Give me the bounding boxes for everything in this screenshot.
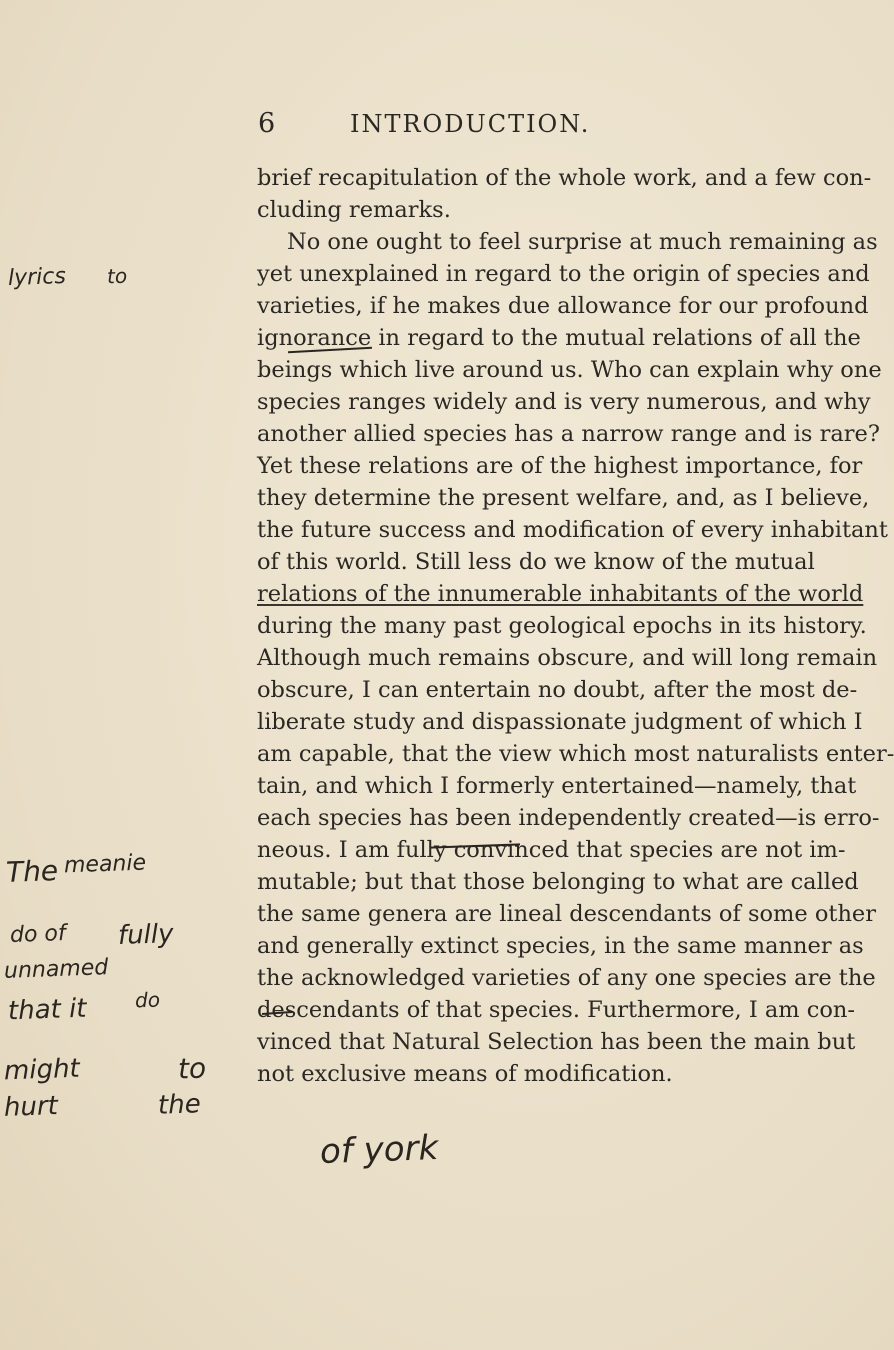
text-line: mutable; but that those belonging to what are called bbox=[257, 869, 859, 895]
text-line: species ranges widely and is very numerous, and why bbox=[257, 389, 871, 415]
text-line: beings which live around us. Who can explain why one bbox=[257, 357, 882, 383]
text-line: the future success and modification of every inhabitant bbox=[257, 517, 888, 543]
margin-annotation: fully bbox=[117, 919, 174, 951]
text-line: the same genera are lineal descendants of some other bbox=[257, 901, 877, 927]
text-line: tain, and which I formerly entertained—namely, that bbox=[257, 773, 857, 799]
text-line: varieties, if he makes due allowance for our profound bbox=[257, 293, 869, 319]
text-line: yet unexplained in regard to the origin of species and bbox=[257, 261, 870, 287]
margin-annotation: might bbox=[3, 1053, 81, 1087]
text-line: not exclusive means of modification. bbox=[257, 1061, 673, 1087]
margin-annotation: the bbox=[157, 1089, 202, 1121]
margin-annotation: meanie bbox=[63, 850, 147, 879]
margin-annotation: do of bbox=[9, 921, 67, 948]
margin-annotation: to bbox=[177, 1051, 207, 1086]
margin-annotation: to bbox=[106, 263, 128, 289]
text-line: another allied species has a narrow range and is rare? bbox=[257, 421, 880, 447]
margin-annotation: that it bbox=[7, 993, 87, 1027]
text-line: cluding remarks. bbox=[257, 197, 451, 223]
text-line: of this world. Still less do we know of the mutual bbox=[257, 549, 815, 575]
text-line: relations of the innumerable inhabitants of the world bbox=[257, 581, 864, 607]
text-line: they determine the present welfare, and, as I believe, bbox=[257, 485, 870, 511]
text-line: neous. I am fully convinced that species are not im- bbox=[257, 837, 846, 863]
text-line: the acknowledged varieties of any one species are the bbox=[257, 965, 876, 991]
body-text bbox=[257, 162, 894, 1090]
margin-annotation: of york bbox=[319, 1127, 439, 1173]
margin-annotation: lyrics bbox=[7, 263, 67, 292]
text-line: and generally extinct species, in the same manner as bbox=[257, 933, 864, 959]
text-line: each species has been independently created—is erro- bbox=[257, 805, 880, 831]
page-number: 6 bbox=[258, 108, 277, 139]
margin-annotation: hurt bbox=[3, 1091, 59, 1123]
margin-annotation: do bbox=[134, 987, 161, 1013]
text-line: am capable, that the view which most naturalists enter- bbox=[257, 741, 894, 767]
margin-annotation: unnamed bbox=[3, 955, 109, 984]
text-line: vinced that Natural Selection has been the main but bbox=[257, 1029, 856, 1055]
margin-annotation: The bbox=[5, 854, 59, 889]
text-line: during the many past geological epochs in its history. bbox=[257, 613, 867, 639]
text-line: liberate study and dispassionate judgment of which I bbox=[257, 709, 863, 735]
text-line: ignorance in regard to the mutual relations of all the bbox=[257, 325, 861, 351]
text-line: brief recapitulation of the whole work, and a few con- bbox=[257, 165, 872, 191]
text-line: No one ought to feel surprise at much remaining as bbox=[287, 229, 878, 255]
page-header bbox=[258, 108, 778, 148]
running-head: INTRODUCTION. bbox=[350, 110, 591, 138]
text-line: obscure, I can entertain no doubt, after the most de- bbox=[257, 677, 858, 703]
text-line: Although much remains obscure, and will long remain bbox=[257, 645, 878, 671]
text-line: Yet these relations are of the highest importance, for bbox=[257, 453, 863, 479]
text-line: descendants of that species. Furthermore, I am con- bbox=[257, 997, 856, 1023]
